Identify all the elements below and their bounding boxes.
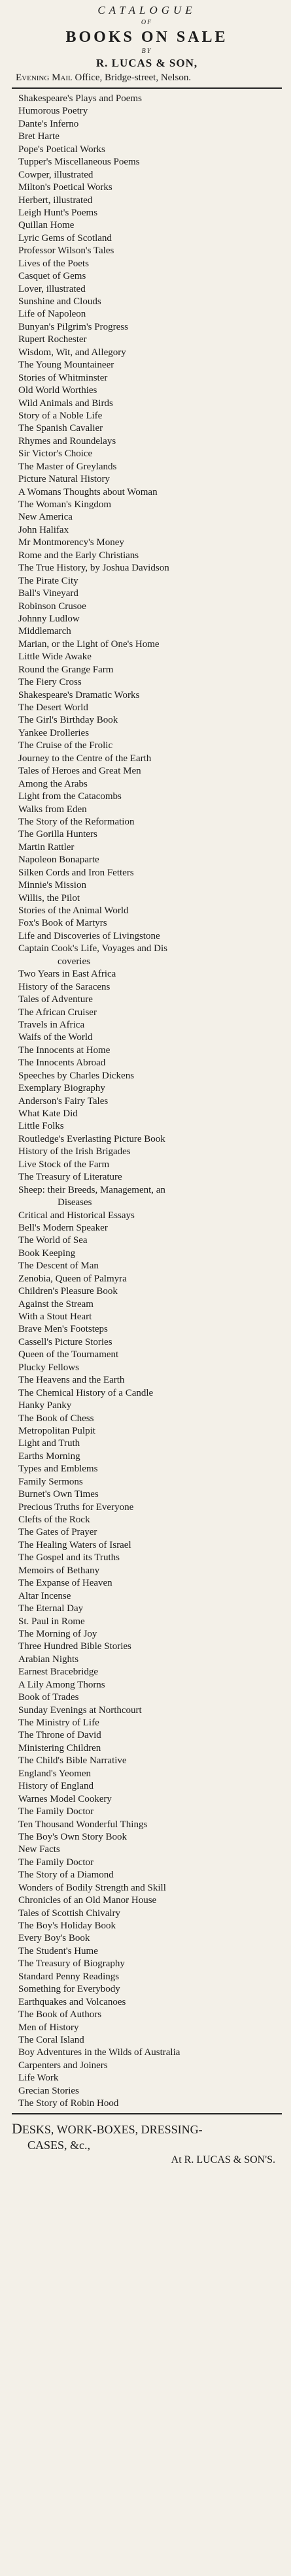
book-title-item: Routledge's Everlasting Picture Book xyxy=(18,1133,165,1144)
book-title-item: Tupper's Miscellaneous Poems xyxy=(18,157,140,168)
book-title-item: The Boy's Holiday Book xyxy=(18,1921,116,1931)
book-title-item: Silken Cords and Iron Fetters xyxy=(18,867,134,878)
book-title-item: Cowper, illustrated xyxy=(18,169,94,180)
book-title-item: The Girl's Birthday Book xyxy=(18,715,118,726)
firm-name: R. LUCAS & SON, xyxy=(95,57,198,69)
book-title-item: Johnny Ludlow xyxy=(18,613,80,624)
book-title-item: Plucky Fellows xyxy=(18,1362,79,1373)
book-title-item: The True History, by Joshua Davidson xyxy=(18,563,169,574)
book-title-item: The Throne of David xyxy=(18,1730,101,1741)
book-title-item: Marian, or the Light of One's Home xyxy=(18,638,160,650)
book-title-item: The Spanish Cavalier xyxy=(18,423,103,434)
book-title-item: Shakespeare's Dramatic Works xyxy=(18,689,140,700)
book-title-item: Tales of Adventure xyxy=(18,994,93,1005)
book-title-item: The Woman's Kingdom xyxy=(18,499,112,510)
book-title-item: The Gates of Prayer xyxy=(18,1527,97,1538)
book-title-item: Little Wide Awake xyxy=(18,652,92,663)
book-title-item: Lover, illustrated xyxy=(18,283,86,294)
divider xyxy=(12,2113,282,2114)
book-title-item: The Chemical History of a Candle xyxy=(18,1387,154,1398)
book-title-item: Light and Truth xyxy=(18,1438,80,1449)
book-title-item: Wild Animals and Birds xyxy=(18,398,113,409)
book-title-item: Something for Everybody xyxy=(18,1984,120,1995)
book-title-item: Wisdom, Wit, and Allegory xyxy=(18,347,126,358)
book-title-item: Bunyan's Pilgrim's Progress xyxy=(18,321,128,332)
by-label: BY xyxy=(141,48,152,55)
book-title-item: The Ministry of Life xyxy=(18,1718,99,1728)
book-title-item: Book Keeping xyxy=(18,1248,76,1259)
book-title-item: Against the Stream xyxy=(18,1298,94,1310)
book-title-item: Chronicles of an Old Manor House xyxy=(18,1895,157,1906)
book-title-item: Burnet's Own Times xyxy=(18,1489,99,1500)
book-title-item: History of the Irish Brigades xyxy=(18,1146,131,1157)
address-prefix: Evening Mail xyxy=(16,72,73,83)
book-title-item: Lives of the Poets xyxy=(18,258,89,269)
book-title-item: Memoirs of Bethany xyxy=(18,1565,100,1576)
of-label: OF xyxy=(141,19,153,26)
book-title-item: Rome and the Early Christians xyxy=(18,550,139,561)
book-title-item: What Kate Did xyxy=(18,1108,78,1119)
book-title-item: The Morning of Joy xyxy=(18,1628,97,1639)
book-title-item: Hanky Panky xyxy=(18,1400,72,1411)
book-title-item: Men of History xyxy=(18,2022,79,2033)
advert-line-1 xyxy=(12,2121,282,2137)
book-title-item: Metropolitan Pulpit xyxy=(18,1425,95,1436)
book-title-item: Little Folks xyxy=(18,1121,64,1132)
book-title-item: Three Hundred Bible Stories xyxy=(18,1641,131,1652)
book-title-item: The Student's Hume xyxy=(18,1945,98,1956)
book-title-item: The Innocents Abroad xyxy=(18,1058,106,1069)
book-title-item: Speeches by Charles Dickens xyxy=(18,1070,135,1081)
book-title-item: Minnie's Mission xyxy=(18,880,86,891)
book-title-item: Robinson Crusoe xyxy=(18,601,86,612)
advertisement-page xyxy=(0,3,291,2576)
book-title-item: The Child's Bible Narrative xyxy=(18,1755,127,1767)
book-title-item: Middlemarch xyxy=(18,626,71,637)
book-title-item: Standard Penny Readings xyxy=(18,1971,120,1982)
book-title-item: Among the Arabs xyxy=(18,778,88,789)
book-title-item: The Gospel and its Truths xyxy=(18,1552,120,1563)
book-title-item: Picture Natural History xyxy=(18,474,110,485)
book-title-item: John Halifax xyxy=(18,524,69,535)
book-title-item: The Story of Robin Hood xyxy=(18,2098,119,2109)
book-title-item: The Story of the Reformation xyxy=(18,816,135,827)
firm-address xyxy=(16,71,282,85)
book-title-item: The Pirate City xyxy=(18,575,78,586)
book-title-item: coveries xyxy=(58,956,90,967)
book-title-item: Fox's Book of Martyrs xyxy=(18,918,107,929)
book-title-item: The Gorilla Hunters xyxy=(18,829,97,840)
divider xyxy=(12,87,282,89)
book-title-item: Anderson's Fairy Tales xyxy=(18,1095,109,1107)
book-title-item: The Story of a Diamond xyxy=(18,1870,114,1881)
book-title-item: Live Stock of the Farm xyxy=(18,1159,110,1170)
book-title-item: Mr Montmorency's Money xyxy=(18,537,124,548)
book-title-item: Cassell's Picture Stories xyxy=(18,1336,112,1347)
book-title-item: The Eternal Day xyxy=(18,1603,84,1614)
book-title-item: Queen of the Tournament xyxy=(18,1349,119,1360)
book-title-item: The Coral Island xyxy=(18,2034,84,2045)
book-title-item: Captain Cook's Life, Voyages and Dis xyxy=(18,943,167,954)
book-title-item: The Boy's Own Story Book xyxy=(18,1831,128,1842)
book-title-item: Rhymes and Roundelays xyxy=(18,435,116,447)
book-title-item: Altar Incense xyxy=(18,1590,71,1601)
book-title-item: Professor Wilson's Tales xyxy=(18,245,114,257)
book-title-item: The Treasury of Biography xyxy=(18,1958,125,1970)
book-title-item: Old World Worthies xyxy=(18,385,97,396)
book-title-item: Ball's Vineyard xyxy=(18,588,78,599)
book-title-item: A Lily Among Thorns xyxy=(18,1679,105,1690)
book-title-item: Critical and Historical Essays xyxy=(18,1210,135,1221)
book-title-item: Sheep: their Breeds, Management, an xyxy=(18,1184,165,1195)
book-title-item: Bret Harte xyxy=(18,131,60,142)
book-title-item: The Cruise of the Frolic xyxy=(18,740,113,751)
book-title-item: Grecian Stories xyxy=(18,2085,79,2096)
book-title-item: Warnes Model Cookery xyxy=(18,1793,112,1804)
book-title-item: Sir Victor's Choice xyxy=(18,448,93,460)
book-title-item: The Healing Waters of Israel xyxy=(18,1539,131,1550)
book-title-item: With a Stout Heart xyxy=(18,1312,92,1322)
book-title-item: The Book of Chess xyxy=(18,1413,94,1424)
advert-line-1-text: ESKS, WORK-BOXES, DRESSING- xyxy=(22,2122,203,2136)
book-title-item: Pope's Poetical Works xyxy=(18,144,105,155)
book-title-item: History of England xyxy=(18,1781,94,1792)
book-title-item: Diseases xyxy=(58,1197,92,1208)
catalogue-heading: CATALOGUE xyxy=(97,4,196,16)
advert-initial: D xyxy=(12,2120,22,2137)
book-title-item: Napoleon Bonaparte xyxy=(18,855,99,866)
book-title-item: England's Yeomen xyxy=(18,1768,92,1779)
book-title-item: The World of Sea xyxy=(18,1235,88,1246)
book-title-item: Milton's Poetical Works xyxy=(18,182,112,193)
book-title-item: Round the Grange Farm xyxy=(18,664,114,675)
book-title-item: Stories of the Animal World xyxy=(18,905,129,916)
book-title-item: Stories of Whitminster xyxy=(18,372,108,383)
book-title-item: Humorous Poetry xyxy=(18,106,88,117)
book-title-item: Yankee Drolleries xyxy=(18,727,90,738)
book-title-item: St. Paul in Rome xyxy=(18,1616,85,1627)
book-title-item: Precious Truths for Everyone xyxy=(18,1501,134,1513)
book-title-item: Earnest Bracebridge xyxy=(18,1667,99,1678)
book-title-item: Willis, the Pilot xyxy=(18,892,80,903)
book-title-item: Clefts of the Rock xyxy=(18,1515,90,1525)
book-title-item: The African Cruiser xyxy=(18,1007,97,1018)
book-title-item: Quillan Home xyxy=(18,220,75,231)
book-title-item: The Expanse of Heaven xyxy=(18,1578,112,1589)
book-title-item: Earthquakes and Volcanoes xyxy=(18,1996,126,2007)
book-title-item: Rupert Rochester xyxy=(18,334,87,345)
book-title-item: The Treasury of Literature xyxy=(18,1172,122,1183)
book-title-item: Sunday Evenings at Northcourt xyxy=(18,1704,142,1716)
book-title-item: The Descent of Man xyxy=(18,1261,99,1272)
book-title-item: Tales of Scottish Chivalry xyxy=(18,1908,121,1919)
book-title-item: Sunshine and Clouds xyxy=(18,296,101,307)
advert-block xyxy=(12,2121,282,2153)
books-on-sale-title: BOOKS ON SALE xyxy=(65,29,228,46)
book-title-item: The Desert World xyxy=(18,702,88,713)
book-title-item: Journey to the Centre of the Earth xyxy=(18,753,152,764)
book-title-item: Dante's Inferno xyxy=(18,118,79,129)
book-title-item: Walks from Eden xyxy=(18,804,87,815)
book-title-item: Book of Trades xyxy=(18,1692,79,1703)
book-title-item: The Heavens and the Earth xyxy=(18,1375,125,1386)
book-title-item: The Young Mountaineer xyxy=(18,360,114,371)
book-title-item: Two Years in East Africa xyxy=(18,969,116,980)
book-title-item: Life of Napoleon xyxy=(18,309,86,320)
book-title-item: Children's Pleasure Book xyxy=(18,1286,118,1297)
book-title-item: Boy Adventures in the Wilds of Australia xyxy=(18,2047,180,2058)
book-title-item: Herbert, illustrated xyxy=(18,195,93,206)
address-rest: Office, Bridge-street, Nelson. xyxy=(72,72,192,83)
book-title-item: Life and Discoveries of Livingstone xyxy=(18,930,160,941)
book-title-item: Waifs of the World xyxy=(18,1032,93,1043)
advert-line-2: CASES, &c., xyxy=(27,2138,91,2152)
book-title-item: The Master of Greylands xyxy=(18,461,117,472)
book-title-item: Brave Men's Footsteps xyxy=(18,1324,108,1335)
book-title-item: Bell's Modern Speaker xyxy=(18,1222,108,1233)
book-title-item: Life Work xyxy=(18,2073,59,2084)
book-title-item: Types and Emblems xyxy=(18,1464,98,1475)
book-title-item: Lyric Gems of Scotland xyxy=(18,232,112,243)
book-title-item: Martin Rattler xyxy=(18,841,75,853)
book-title-item: History of the Saracens xyxy=(18,981,111,992)
book-title-item: Every Boy's Book xyxy=(18,1933,90,1944)
book-title-item: The Book of Authors xyxy=(18,2009,102,2020)
book-title-item: Light from the Catacombs xyxy=(18,791,122,802)
book-title-item: Ministering Children xyxy=(18,1742,101,1753)
book-title-item: Zenobia, Queen of Palmyra xyxy=(18,1273,127,1284)
book-title-item: A Womans Thoughts about Woman xyxy=(18,486,158,497)
book-title-item: Family Sermons xyxy=(18,1476,83,1487)
book-list xyxy=(12,93,282,2111)
book-title-item: Story of a Noble Life xyxy=(18,410,103,421)
book-title-item: The Innocents at Home xyxy=(18,1045,111,1056)
advert-signature: At R. LUCAS & SON'S. xyxy=(171,2154,275,2165)
book-title-item: Exemplary Biography xyxy=(18,1083,105,1094)
book-title-item: Shakespeare's Plays and Poems xyxy=(18,93,142,104)
book-title-item: Earths Morning xyxy=(18,1451,80,1462)
book-title-item: Carpenters and Joiners xyxy=(18,2060,108,2071)
book-title-item: The Family Doctor xyxy=(18,1806,94,1817)
book-title-item: Ten Thousand Wonderful Things xyxy=(18,1819,148,1830)
book-title-item: Casquet of Gems xyxy=(18,271,86,282)
book-title-item: New Facts xyxy=(18,1844,60,1855)
book-title-item: New America xyxy=(18,512,73,523)
book-title-item: Travels in Africa xyxy=(18,1019,85,1030)
book-title-item: The Family Doctor xyxy=(18,1857,94,1868)
book-title-item: Wonders of Bodily Strength and Skill xyxy=(18,1882,166,1893)
book-title-item: Leigh Hunt's Poems xyxy=(18,207,98,218)
book-title-item: Tales of Heroes and Great Men xyxy=(18,766,141,777)
book-title-item: Arabian Nights xyxy=(18,1654,79,1665)
book-title-item: The Fiery Cross xyxy=(18,677,82,688)
